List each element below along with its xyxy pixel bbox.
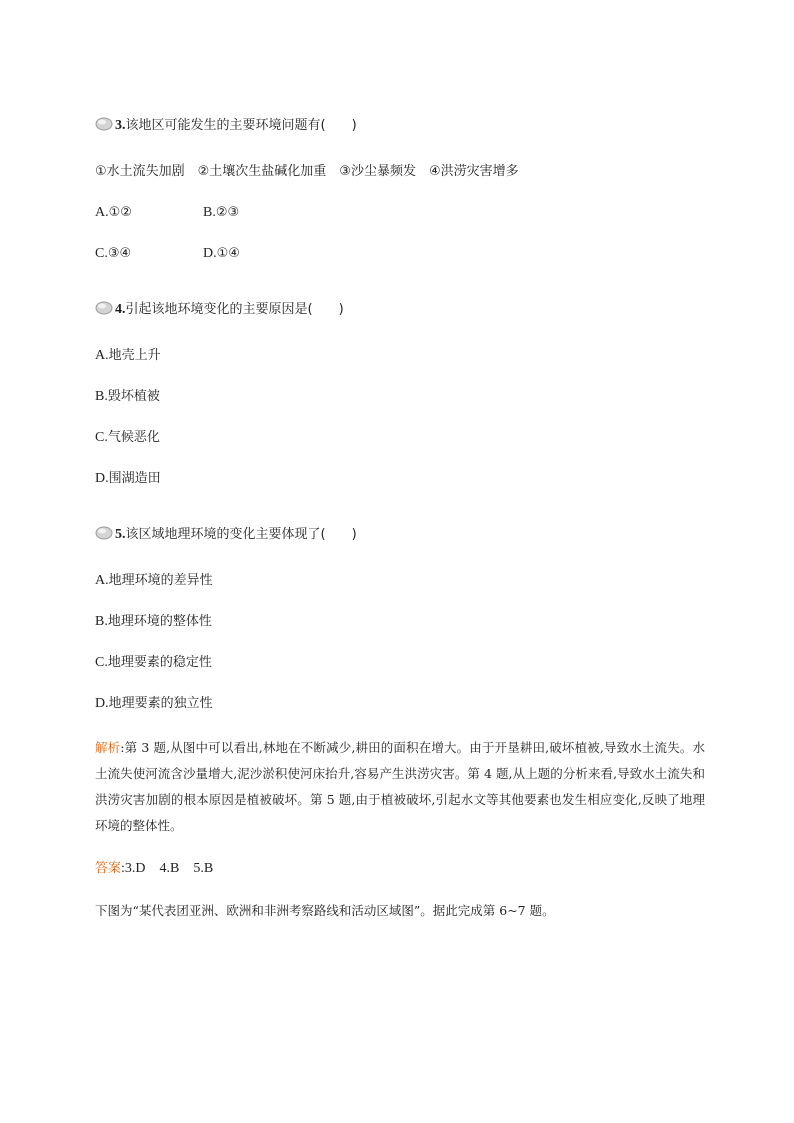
question-text: 引起该地环境变化的主要原因是( ) bbox=[125, 302, 344, 317]
question-3-statements: ①水土流失加剧 ②土壤次生盐碱化加重 ③沙尘暴频发 ④洪涝灾害增多 bbox=[95, 164, 519, 179]
question-5-stem bbox=[95, 526, 357, 543]
question-4-stem bbox=[95, 301, 344, 318]
q3-option-d[interactable]: D.①④ bbox=[203, 246, 240, 261]
q5-option-a[interactable]: A.地理环境的差异性 bbox=[95, 573, 213, 588]
q3-option-c[interactable]: C.③④ bbox=[95, 246, 132, 261]
q3-option-b[interactable]: B.②③ bbox=[203, 205, 240, 220]
explanation-text: :第 3 题,从图中可以看出,林地在不断减少,耕田的面积在增大。由于开垦耕田,破坏植被,导致水土流失。水土流失使河流含沙量增大,泥沙淤积使河床抬升,容易产生洪涝灾害。第 4 题,从上题的分析来看,导致水土流失和洪涝灾害加剧的根本原因是植被破坏。第 5 题,由于植被破坏,引起水文等其他要素也发生相应变化,反映了地理环境的整体性。 bbox=[95, 740, 705, 833]
explanation-label: 解析 bbox=[95, 740, 121, 755]
question-number: 3. bbox=[115, 118, 126, 133]
answer-label: 答案 bbox=[95, 861, 122, 876]
circle-bullet-icon bbox=[95, 301, 113, 315]
question-text: 该区域地理环境的变化主要体现了( ) bbox=[125, 527, 357, 542]
q5-option-d[interactable]: D.地理要素的独立性 bbox=[95, 696, 213, 711]
q4-option-d[interactable]: D.围湖造田 bbox=[95, 471, 161, 486]
q4-option-a[interactable]: A.地壳上升 bbox=[95, 348, 161, 363]
next-question-intro: 下图为“某代表团亚洲、欧洲和非洲考察路线和活动区域图”。据此完成第 6~7 题。 bbox=[95, 903, 555, 918]
question-text: 该地区可能发生的主要环境问题有( ) bbox=[125, 118, 357, 133]
answer-line bbox=[95, 861, 213, 877]
question-number: 4. bbox=[115, 302, 126, 317]
explanation-block bbox=[95, 735, 705, 839]
question-number: 5. bbox=[115, 527, 126, 542]
circle-bullet-icon bbox=[95, 526, 113, 540]
q4-option-c[interactable]: C.气候恶化 bbox=[95, 430, 160, 445]
circle-bullet-icon bbox=[95, 117, 113, 131]
q4-option-b[interactable]: B.毁坏植被 bbox=[95, 389, 160, 404]
q3-option-a[interactable]: A.①② bbox=[95, 205, 132, 220]
question-3-stem bbox=[95, 117, 357, 134]
answer-values: :3.D 4.B 5.B bbox=[121, 861, 214, 876]
q5-option-b[interactable]: B.地理环境的整体性 bbox=[95, 614, 212, 629]
q5-option-c[interactable]: C.地理要素的稳定性 bbox=[95, 655, 212, 670]
